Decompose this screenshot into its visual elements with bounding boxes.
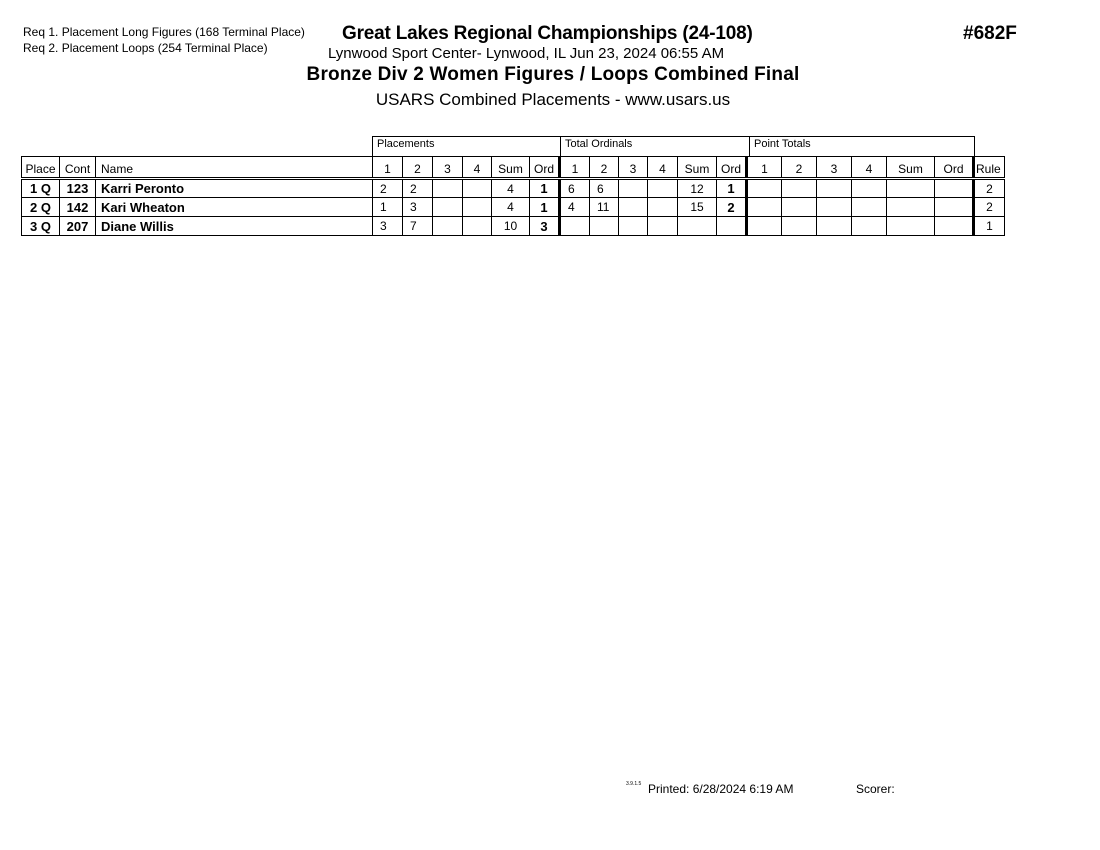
points-sum <box>887 179 935 198</box>
scorer-label: Scorer: <box>856 782 895 796</box>
placement-3 <box>433 198 463 217</box>
rule: 2 <box>974 179 1005 198</box>
requirement-1: Req 1. Placement Long Figures (168 Terminal Place) <box>23 25 305 39</box>
placement-sum: 10 <box>492 217 530 236</box>
ordinal-2 <box>590 217 619 236</box>
placement-sum: 4 <box>492 179 530 198</box>
placement-sum: 4 <box>492 198 530 217</box>
ordinal-sum: 12 <box>678 179 717 198</box>
points-ord <box>935 198 974 217</box>
table-row <box>22 217 1005 236</box>
placement-1: 1 <box>373 198 403 217</box>
ordinal-4 <box>648 179 678 198</box>
col-ordinals-3: 3 <box>619 157 648 179</box>
col-points-4: 4 <box>852 157 887 179</box>
points-4 <box>852 217 887 236</box>
contestant-number: 123 <box>60 179 96 198</box>
col-ordinals-sum: Sum <box>678 157 717 179</box>
placement-2: 7 <box>403 217 433 236</box>
table-header-row <box>22 157 1005 179</box>
rule: 1 <box>974 217 1005 236</box>
ordinal-1 <box>560 217 590 236</box>
points-ord <box>935 217 974 236</box>
col-name: Name <box>96 157 373 179</box>
ordinal-ord: 1 <box>717 179 747 198</box>
placement-4 <box>463 217 492 236</box>
ordinal-ord <box>717 217 747 236</box>
group-header-point-totals: Point Totals <box>749 136 975 156</box>
col-ordinals-4: 4 <box>648 157 678 179</box>
ordinal-sum <box>678 217 717 236</box>
col-placements-4: 4 <box>463 157 492 179</box>
points-4 <box>852 179 887 198</box>
ordinal-4 <box>648 217 678 236</box>
ordinal-3 <box>619 217 648 236</box>
points-sum <box>887 217 935 236</box>
col-ordinals-2: 2 <box>590 157 619 179</box>
event-title: Bronze Div 2 Women Figures / Loops Combined Final <box>306 64 800 85</box>
col-placements-1: 1 <box>373 157 403 179</box>
table-row <box>22 198 1005 217</box>
group-header-total-ordinals: Total Ordinals <box>560 136 749 156</box>
points-3 <box>817 217 852 236</box>
place: 1 Q <box>22 179 60 198</box>
ordinal-3 <box>619 179 648 198</box>
skater-name: Karri Peronto <box>96 179 373 198</box>
col-points-sum: Sum <box>887 157 935 179</box>
points-3 <box>817 179 852 198</box>
points-1 <box>747 217 782 236</box>
col-points-1: 1 <box>747 157 782 179</box>
col-points-3: 3 <box>817 157 852 179</box>
place: 3 Q <box>22 217 60 236</box>
placement-2: 3 <box>403 198 433 217</box>
points-1 <box>747 198 782 217</box>
ordinal-ord: 2 <box>717 198 747 217</box>
table-row <box>22 179 1005 198</box>
col-points-ord: Ord <box>935 157 974 179</box>
placement-ord: 3 <box>530 217 560 236</box>
col-cont: Cont <box>60 157 96 179</box>
ordinal-2: 6 <box>590 179 619 198</box>
group-header-placements: Placements <box>372 136 560 156</box>
results-table <box>21 156 1005 236</box>
col-placements-2: 2 <box>403 157 433 179</box>
place: 2 Q <box>22 198 60 217</box>
placement-1: 2 <box>373 179 403 198</box>
ordinal-4 <box>648 198 678 217</box>
event-code: #682F <box>963 23 1017 44</box>
venue-line: Lynwood Sport Center- Lynwood, IL Jun 23, 2024 06:55 AM <box>328 45 725 62</box>
placement-4 <box>463 179 492 198</box>
points-2 <box>782 217 817 236</box>
subtitle: USARS Combined Placements - www.usars.us <box>375 90 731 109</box>
points-3 <box>817 198 852 217</box>
col-points-2: 2 <box>782 157 817 179</box>
col-ordinals-ord: Ord <box>717 157 747 179</box>
placement-2: 2 <box>403 179 433 198</box>
placement-3 <box>433 217 463 236</box>
placement-ord: 1 <box>530 198 560 217</box>
col-placements-sum: Sum <box>492 157 530 179</box>
points-1 <box>747 179 782 198</box>
competition-title: Great Lakes Regional Championships (24-108) <box>342 23 753 44</box>
placement-1: 3 <box>373 217 403 236</box>
software-version: 3.9.1.5 <box>626 781 642 787</box>
rule: 2 <box>974 198 1005 217</box>
skater-name: Diane Willis <box>96 217 373 236</box>
skater-name: Kari Wheaton <box>96 198 373 217</box>
placement-3 <box>433 179 463 198</box>
requirement-2: Req 2. Placement Loops (254 Terminal Place) <box>23 41 268 55</box>
points-2 <box>782 198 817 217</box>
ordinal-2: 11 <box>590 198 619 217</box>
ordinal-3 <box>619 198 648 217</box>
col-place: Place <box>22 157 60 179</box>
col-ordinals-1: 1 <box>560 157 590 179</box>
ordinal-1: 4 <box>560 198 590 217</box>
ordinal-sum: 15 <box>678 198 717 217</box>
points-2 <box>782 179 817 198</box>
points-sum <box>887 198 935 217</box>
col-placements-ord: Ord <box>530 157 560 179</box>
points-ord <box>935 179 974 198</box>
contestant-number: 207 <box>60 217 96 236</box>
points-4 <box>852 198 887 217</box>
ordinal-1: 6 <box>560 179 590 198</box>
contestant-number: 142 <box>60 198 96 217</box>
col-placements-3: 3 <box>433 157 463 179</box>
placement-ord: 1 <box>530 179 560 198</box>
col-rule: Rule <box>974 157 1005 179</box>
placement-4 <box>463 198 492 217</box>
printed-timestamp: Printed: 6/28/2024 6:19 AM <box>648 782 794 796</box>
